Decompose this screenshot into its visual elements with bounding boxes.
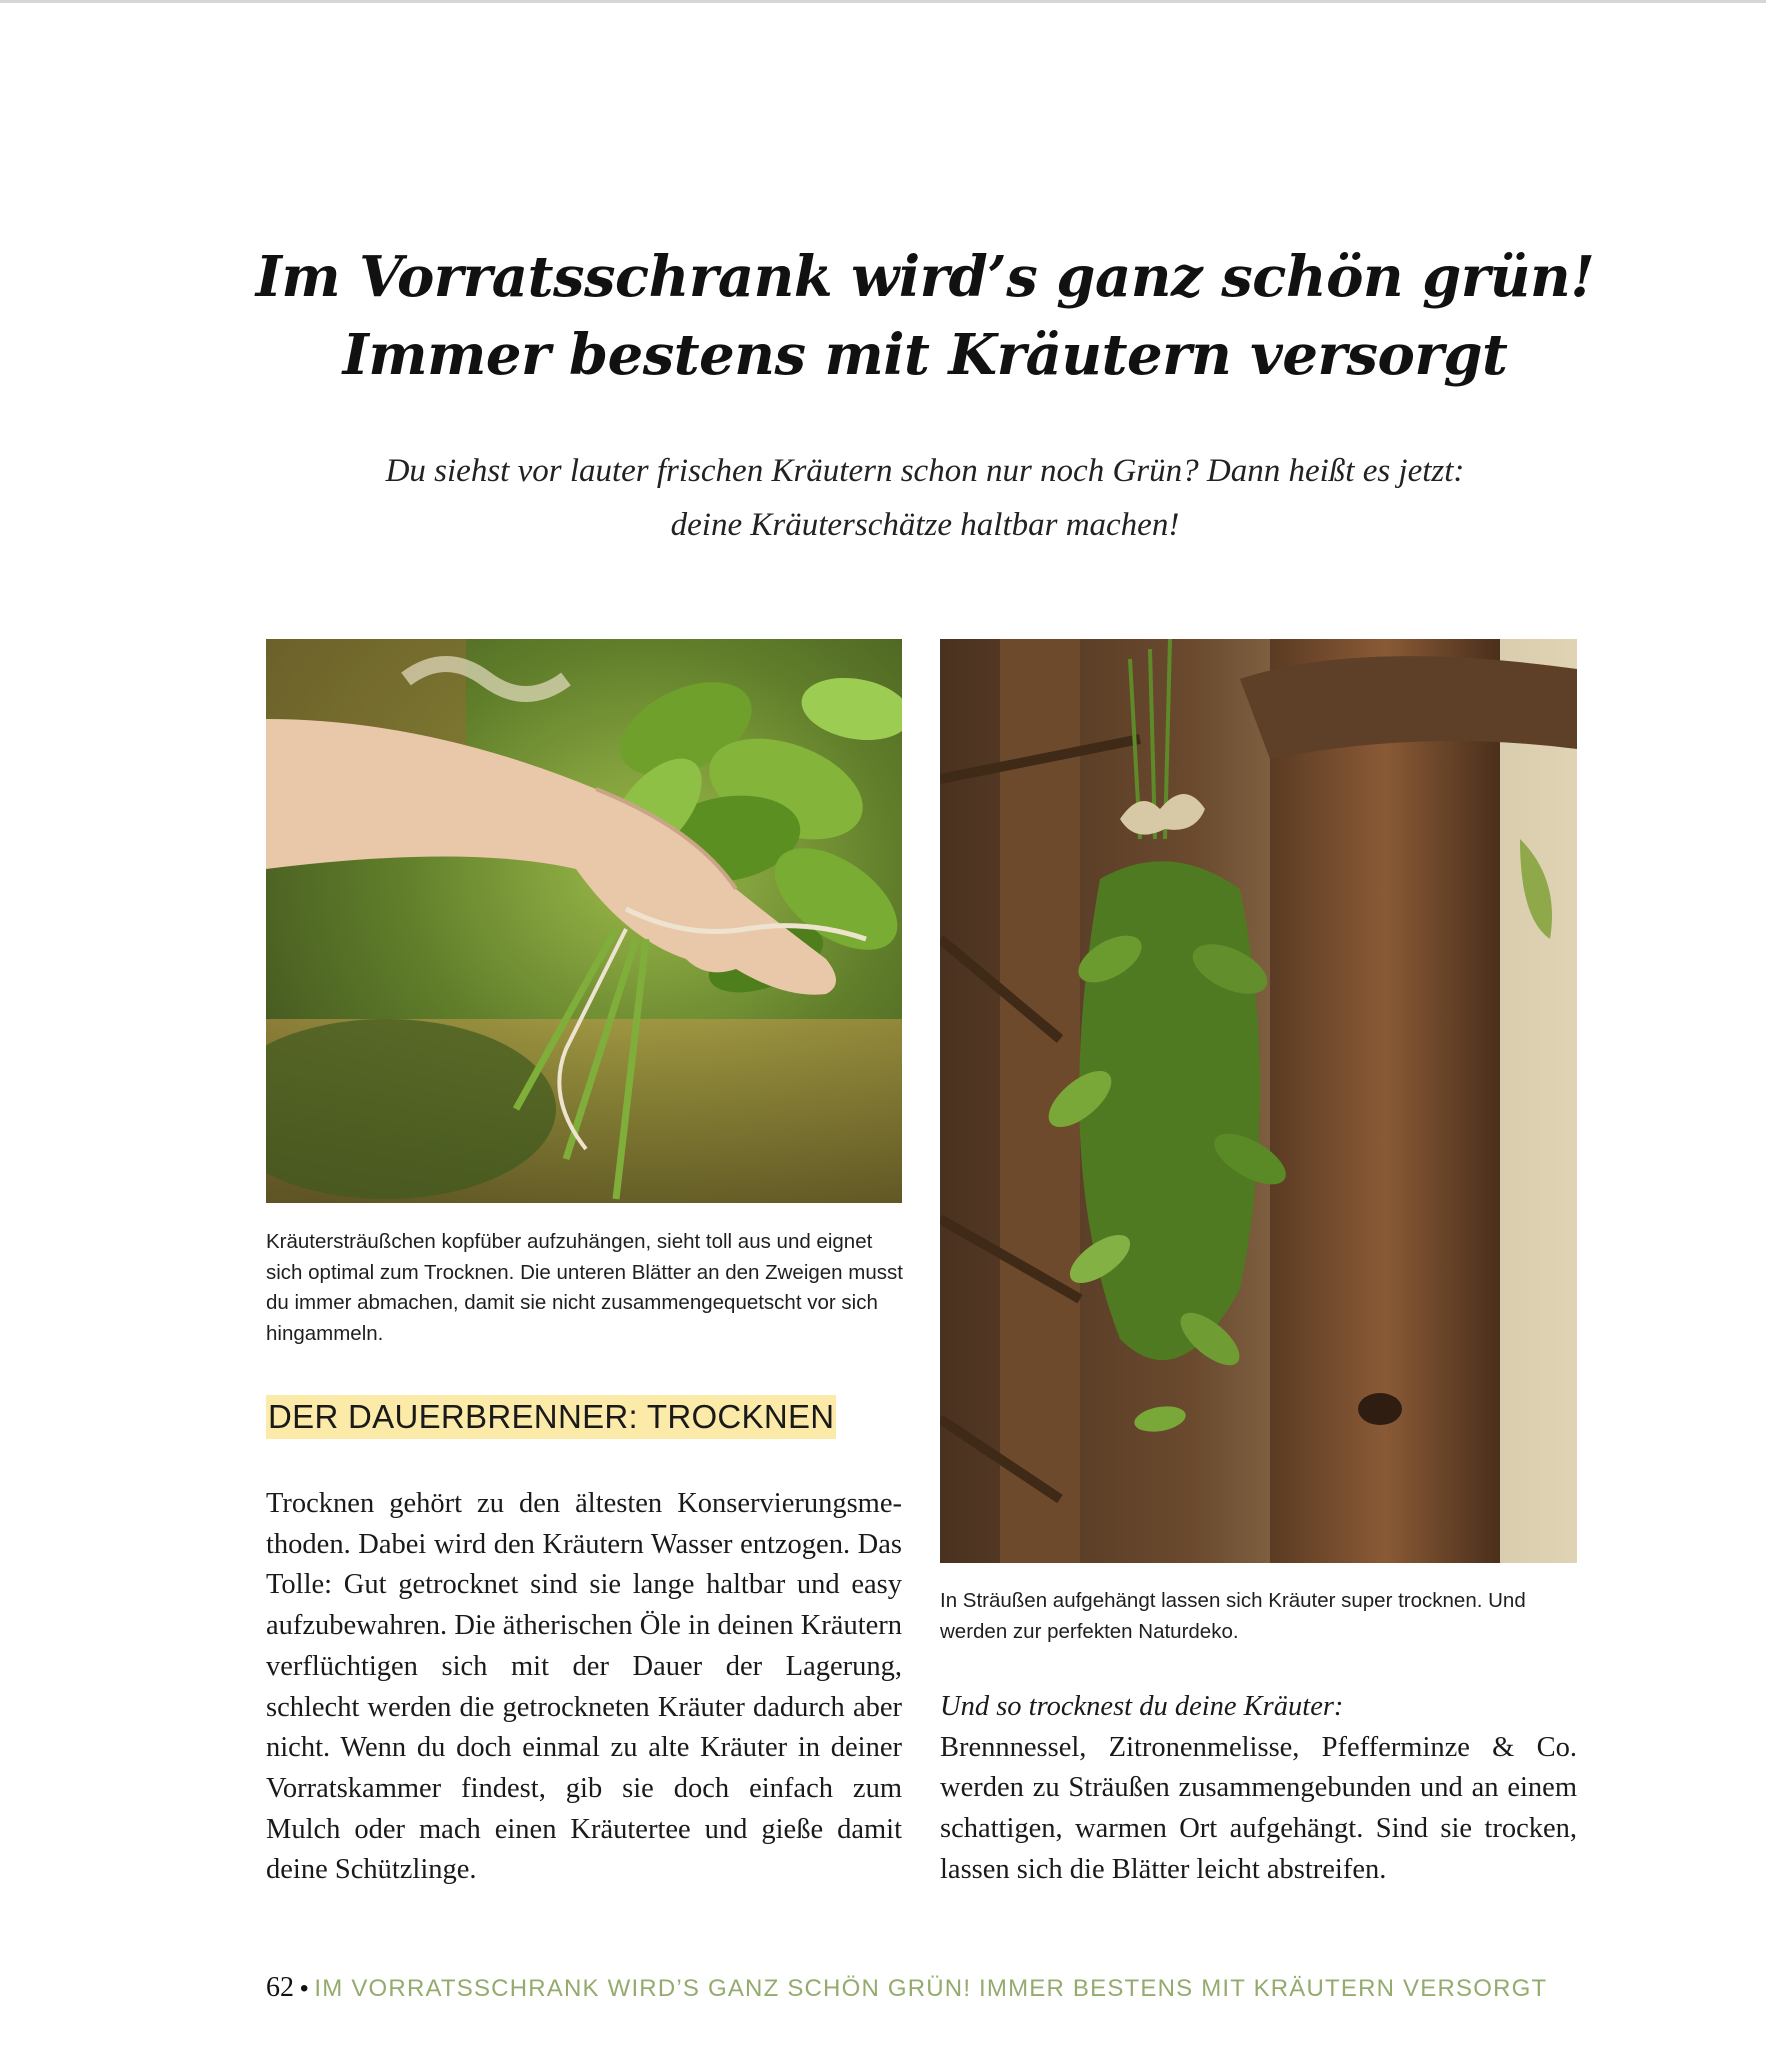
intro-line-2: deine Kräuterschätze haltbar machen!: [670, 507, 1180, 543]
body-text-right: [940, 1687, 1577, 1891]
drying-instructions-text: Brennnessel, Zitronenmelisse, Pfefferminze & Co. werden zu Sträußen zusammengebunden und an einem schattigen, warmen Ort aufgehängt. Sind sie trocken, lassen sich die Blätter leicht abstreifen.: [940, 1731, 1577, 1885]
hanging-herbs-image: [940, 639, 1577, 1563]
body-text-left: Trocknen gehört zu den ältesten Konservierungsmethoden. Dabei wird den Kräutern Wasser entzogen. Das Tolle: Gut getrocknet sind sie lange haltbar und easy aufzubewahren. Die ätherischen Öle in deinen Kräutern verflüchtigen sich mit der Dauer der Lagerung, schlecht werden die getrockneten Kräuter dadurch aber nicht. Wenn du doch einmal zu alte Kräuter in deiner Vorratskammer findest, gib sie doch einfach zum Mulch oder mach einen Kräutertee und gieße damit deine Schützlinge.: [266, 1488, 902, 1886]
page-title: [160, 238, 1690, 394]
intro-line-1: Du siehst vor lauter frischen Kräutern schon nur noch Grün? Dann heißt es jetzt:: [385, 453, 1465, 489]
herb-bundle-hand-image: [266, 639, 902, 1203]
footer-bullet: •: [300, 1975, 309, 2002]
photo-caption-left: Kräutersträußchen kopfüber aufzuhängen, sieht toll aus und eignet sich optimal zum Trocknen. Die unteren Blätter an den Zweigen musst du immer abmachen, damit sie nicht zusammengequetscht vor sich hingammeln.: [266, 1230, 903, 1345]
drying-instructions-lead: Und so trocknest du deine Kräuter:: [940, 1691, 1344, 1722]
herb-bundle-hand-photo: [266, 639, 902, 1203]
title-line-1: Im Vorratsschrank wird’s ganz schön grün!: [255, 244, 1595, 310]
hanging-herbs-photo: [940, 639, 1577, 1563]
top-border: [0, 0, 1766, 3]
page-footer: [266, 1971, 1547, 2006]
title-line-2: Immer bestens mit Kräutern versorgt: [342, 322, 1508, 388]
section-heading: DER DAUERBRENNER: TROCKNEN: [266, 1395, 836, 1439]
page-number: 62: [266, 1972, 294, 2003]
running-head: IM VORRATSSCHRANK WIRD’S GANZ SCHÖN GRÜN! IMMER BESTENS MIT KRÄUTERN VERSORGT: [314, 1975, 1548, 2002]
photo-caption-right: In Sträußen aufgehängt lassen sich Kräuter super trocknen. Und werden zur perfekten Naturdeko.: [940, 1589, 1526, 1643]
intro-text: [250, 444, 1600, 552]
